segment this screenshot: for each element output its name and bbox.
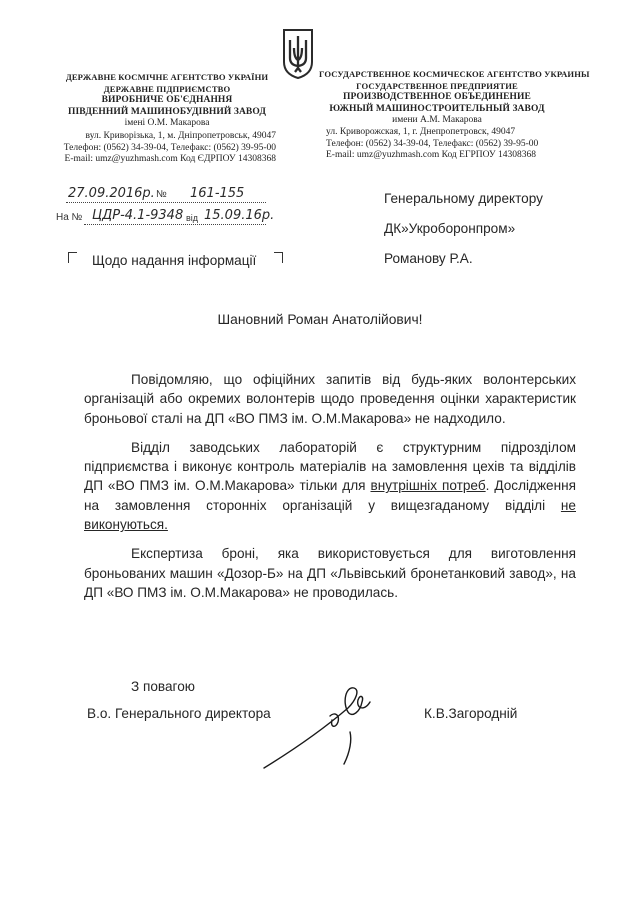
header-ru-contacts bbox=[326, 127, 558, 162]
registration-ref-number: ЦДР-4.1-9348 bbox=[92, 208, 184, 223]
header-ru-email-code: E-mail: umz@yuzhmash.com Код ЕГРПОУ 14308368 bbox=[326, 150, 537, 161]
coat-of-arms-emblem bbox=[282, 28, 314, 80]
registration-number: 161-155 bbox=[190, 186, 245, 201]
registration-line-2 bbox=[84, 224, 266, 225]
recipient-line1: Генеральному директору bbox=[384, 191, 543, 206]
registration-line-1 bbox=[66, 202, 266, 203]
header-ru-phones: Телефон: (0562) 34-39-04, Телефакс: (0562) 39-95-00 bbox=[326, 138, 539, 149]
header-ru-enterprise-type: ГОСУДАРСТВЕННОЕ ПРЕДПРИЯТИЕ bbox=[356, 80, 518, 91]
body-p2-part1: Відділ заводських лабораторій є структурним підрозділом підприємства і виконує контроль матеріалів на замовлення цехів та відділів ДП «ВО ПМЗ ім. О.М.Макарова» тільки для bbox=[84, 439, 576, 494]
body-p2-underlined2: не виконуються. bbox=[84, 497, 576, 533]
recipient-block bbox=[384, 184, 604, 274]
header-ua-agency: ДЕРЖАВНЕ КОСМІЧНЕ АГЕНТСТВО УКРАЇНИ bbox=[65, 72, 269, 82]
header-ua-org-line2: ПІВДЕННИЙ МАШИНОБУДІВНИЙ ЗАВОД bbox=[67, 106, 267, 117]
salutation: Шановний Роман Анатолійович! bbox=[217, 312, 423, 327]
closing-position: В.о. Генерального директора bbox=[87, 706, 271, 721]
registration-no-label: № bbox=[156, 189, 167, 200]
trident-icon bbox=[282, 28, 314, 80]
body-paragraph-1: Повідомляю, що офіційних запитів від будь-яких волонтерських організацій або окремих волонтерів щодо проведення оцінки характеристик броньової сталі на ДП «ВО ПМЗ ім. О.М.Макарова» не надходило. bbox=[84, 372, 576, 426]
header-ua-phones: Телефон: (0562) 34-39-04, Телефакс: (0562) 39-95-00 bbox=[63, 142, 276, 153]
subject-bracket-left bbox=[68, 252, 77, 263]
closing-regards: З повагою bbox=[131, 679, 195, 694]
registration-date: 27.09.2016р. bbox=[68, 186, 155, 201]
registration-from-label: від bbox=[186, 213, 199, 223]
handwritten-signature bbox=[260, 672, 380, 772]
header-ru-agency: ГОСУДАРСТВЕННОЕ КОСМИЧЕСКОЕ АГЕНТСТВО УКРАИНЫ bbox=[319, 69, 590, 79]
header-ua bbox=[58, 72, 276, 130]
body-paragraph-3: Експертиза броні, яка використовується для виготовлення броньованих машин «Дозор-Б» на ДП «Львівський бронетанковий завод», на ДП «ВО ПМЗ ім. О.М.Макарова» не проводилась. bbox=[84, 546, 576, 600]
registration-ref-date: 15.09.16р. bbox=[204, 208, 275, 223]
signature-icon bbox=[260, 672, 380, 772]
letter-body bbox=[84, 370, 576, 612]
header-ru-named-after: имени А.М. Макарова bbox=[392, 115, 482, 126]
signer-name: К.В.Загородній bbox=[424, 706, 518, 721]
header-ru-org-line1: ПРОИЗВОДСТВЕННОЕ ОБЪЕДИНЕНИЕ bbox=[343, 92, 531, 103]
header-ru-org-line2: ЮЖНЫЙ МАШИНОСТРОИТЕЛЬНЫЙ ЗАВОД bbox=[329, 103, 545, 114]
recipient-line3: Романову Р.А. bbox=[384, 251, 473, 266]
body-p2-part2: . Дослідження на замовлення сторонніх організацій у вищезгаданому відділі bbox=[84, 478, 576, 513]
header-ua-email-code: E-mail: umz@yuzhmash.com Код ЄДРПОУ 14308368 bbox=[64, 154, 276, 165]
header-ua-org-line1: ВИРОБНИЧЕ ОБ'ЄДНАННЯ bbox=[101, 95, 233, 106]
header-ua-named-after: імені О.М. Макарова bbox=[124, 118, 210, 129]
registration-ref-label: На № bbox=[56, 212, 83, 223]
body-paragraph-2 bbox=[84, 438, 576, 534]
recipient-line2: ДК»Укроборонпром» bbox=[384, 221, 516, 236]
header-ru bbox=[319, 69, 590, 127]
header-ru-address: ул. Криворожская, 1, г. Днепропетровск, 49047 bbox=[326, 127, 516, 137]
header-ua-enterprise-type: ДЕРЖАВНЕ ПІДПРИЄМСТВО bbox=[103, 83, 231, 94]
header-ua-address: вул. Криворізька, 1, м. Дніпропетровськ, 49047 bbox=[85, 131, 276, 141]
subject-bracket-right bbox=[274, 252, 283, 263]
registration-block bbox=[56, 185, 277, 229]
subject-line: Щодо надання інформації bbox=[92, 253, 257, 268]
header-ua-contacts bbox=[58, 131, 276, 166]
body-p2-underlined1: внутрішніх потреб bbox=[370, 478, 486, 494]
